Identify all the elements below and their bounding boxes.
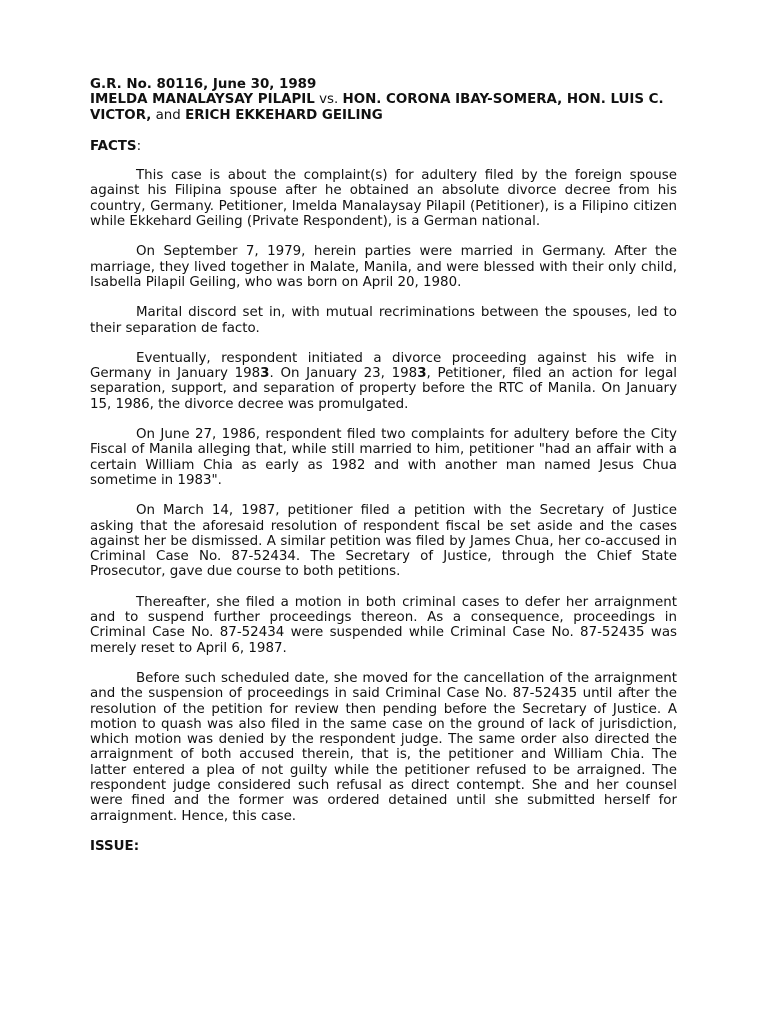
case-citation: G.R. No. 80116, June 30, 1989 [90,77,317,92]
versus-text: vs. [314,92,343,108]
facts-paragraph: This case is about the complaint(s) for adultery filed by the foreign spouse against his Filipina spouse after he obtained an absolute divorce decree from his country, Germany. Petitioner, Imelda Manalaysay Pilapil (Petitioner), is a Filipino citizen while Ekkehard Geiling (Private Respondent), is a German national. [90,168,677,230]
respondent-names: HON. CORONA IBAY-SOMERA, HON. LUIS C. VICTOR, [90,92,664,123]
facts-paragraph: Before such scheduled date, she moved for the cancellation of the arraignment and the suspension of proceedings in said Criminal Case No. 87-52435 until after the resolution of the petition for review then pending before the Secretary of Justice. A motion to quash was also filed in the same case on the ground of lack of jurisdiction, which motion was denied by the respondent judge. The same order also directed the arraignment of both accused therein, that is, the petitioner and William Chia. The latter entered a plea of not guilty while the petitioner refused to be arraigned. The respondent judge considered such refusal as direct contempt. She and her counsel were fined and the former was ordered detained until she submitted herself for arraignment. Hence, this case. [90,670,677,824]
case-parties [90,92,677,123]
and-text: and [151,107,186,123]
private-respondent-name: ERICH EKKEHARD GEILING [185,107,383,123]
facts-paragraph: On June 27, 1986, respondent filed two complaints for adultery before the City Fiscal of Manila alleging that, while still married to him, petitioner "had an affair with a certain William Chia as early as 1982 and with another man named Jesus Chua sometime in 1983". [90,427,677,488]
facts-paragraph: Marital discord set in, with mutual recriminations between the spouses, led to their separation de facto. [90,305,677,336]
facts-heading: FACTS: [90,138,142,154]
case-header [90,77,677,123]
facts-paragraph: Eventually, respondent initiated a divorce proceeding against his wife in Germany in January 1983. On January 23, 1983, Petitioner, filed an action for legal separation, support, and separation of property before the RTC of Manila. On January 15, 1986, the divorce decree was promulgated. [90,350,677,412]
petitioner-name: IMELDA MANALAYSAY PILAPIL [90,92,315,108]
facts-paragraph: Thereafter, she filed a motion in both criminal cases to defer her arraignment and to suspend further proceedings thereon. As a consequence, proceedings in Criminal Case No. 87-52434 were suspended while Criminal Case No. 87-52435 was merely reset to April 6, 1987. [90,594,677,656]
facts-paragraph: On September 7, 1979, herein parties were married in Germany. After the marriage, they lived together in Malate, Manila, and were blessed with their only child, Isabella Pilapil Geiling, who was born on April 20, 1980. [90,244,677,290]
issue-heading: ISSUE: [90,838,140,854]
facts-paragraph: On March 14, 1987, petitioner filed a petition with the Secretary of Justice asking that the aforesaid resolution of respondent fiscal be set aside and the cases against her be dismissed. A similar petition was filed by James Chua, her co-accused in Criminal Case No. 87-52434. The Secretary of Justice, through the Chief State Prosecutor, gave due course to both petitions. [90,503,677,580]
document-page [90,77,677,854]
